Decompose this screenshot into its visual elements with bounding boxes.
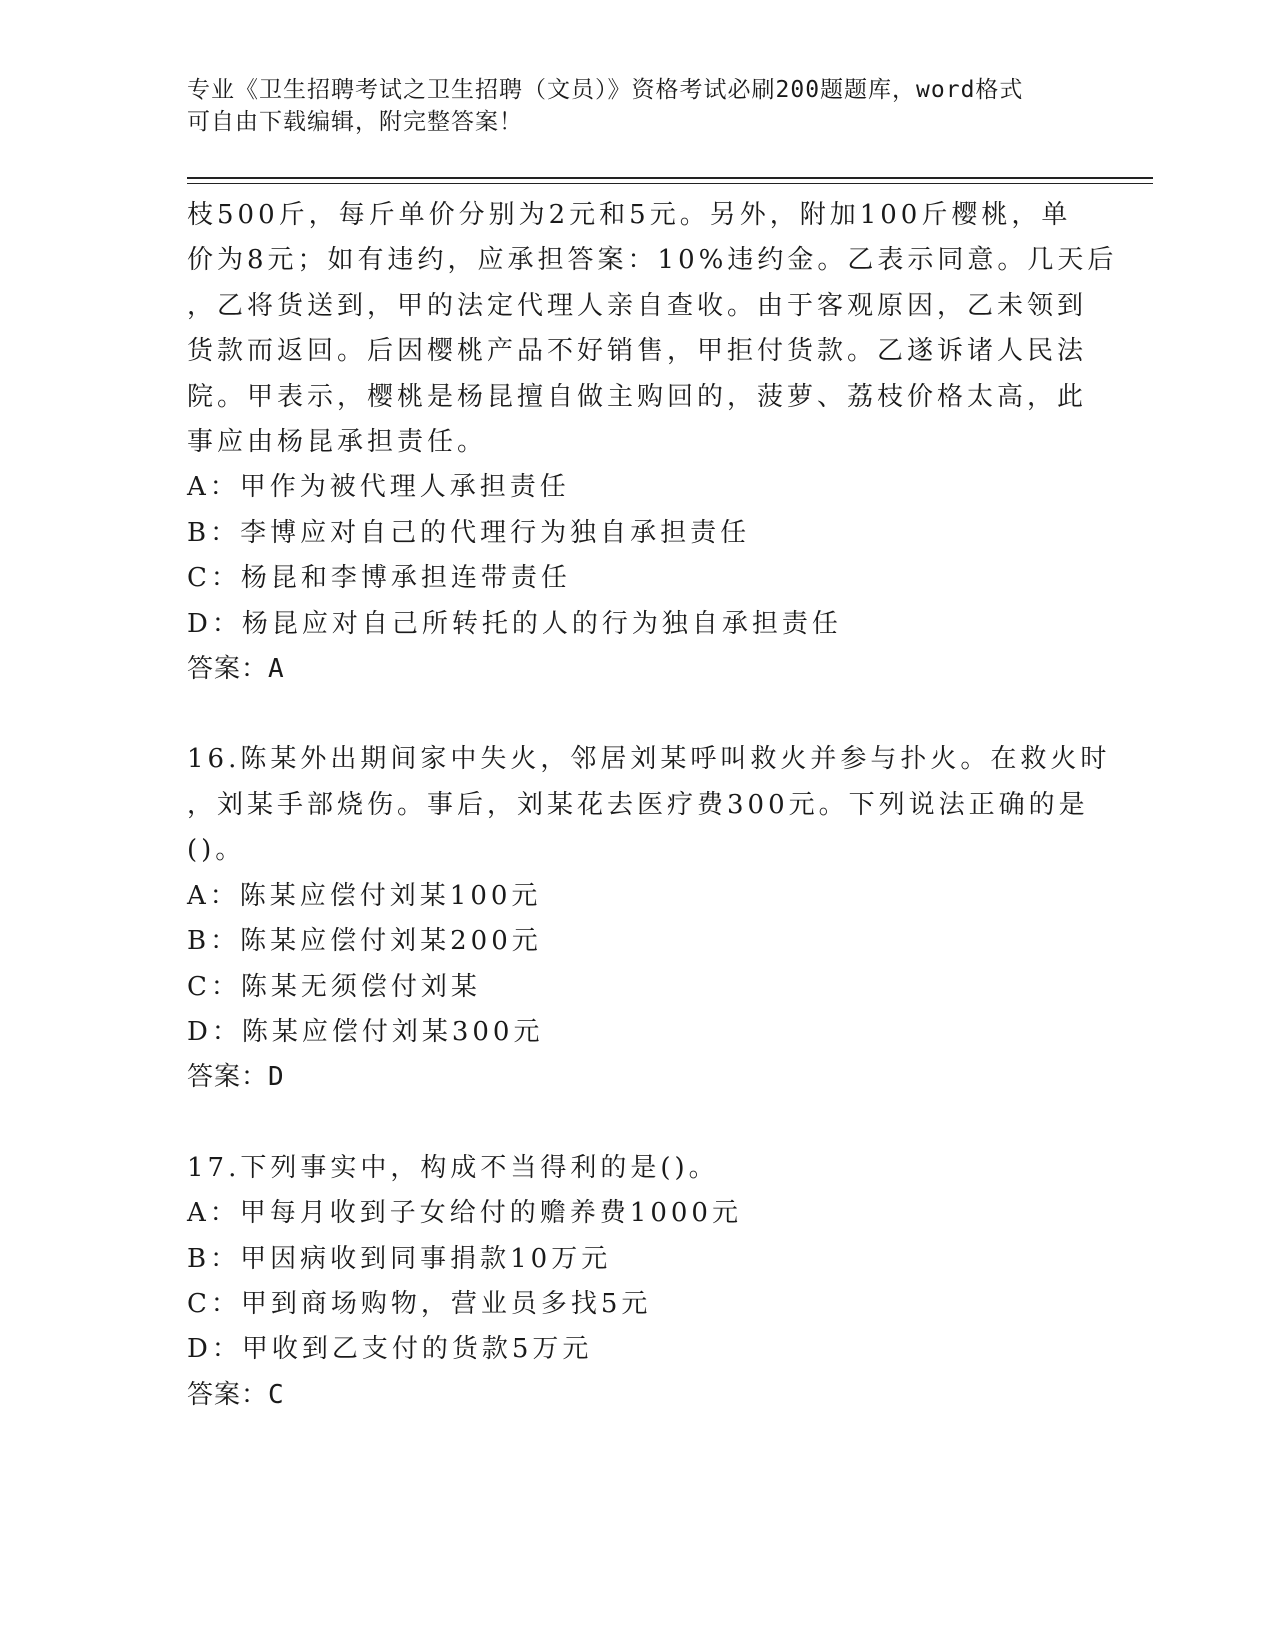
question-stem-line: 事应由杨昆承担责任。 — [187, 427, 488, 458]
option-d: D：杨昆应对自己所转托的人的行为独自承担责任 — [187, 608, 842, 639]
header-line-1: 专业《卫生招聘考试之卫生招聘（文员）》资格考试必刷200题题库，word格式 — [187, 77, 1024, 103]
answer-line: 答案：C — [187, 1379, 285, 1410]
option-d: D：陈某应偿付刘某300元 — [187, 1016, 544, 1047]
question-15 — [187, 193, 1118, 692]
option-a: A：陈某应偿付刘某100元 — [187, 880, 542, 911]
option-a: A：甲每月收到子女给付的赡养费1000元 — [187, 1198, 742, 1229]
question-spacer — [187, 692, 1087, 737]
option-b: B：李博应对自己的代理行为独自承担责任 — [187, 517, 751, 548]
option-b: B：甲因病收到同事捐款10万元 — [187, 1243, 612, 1274]
option-b: B：陈某应偿付刘某200元 — [187, 926, 542, 957]
question-stem-line: 17.下列事实中，构成不当得利的是()。 — [187, 1152, 719, 1183]
answer-line: 答案：D — [187, 1062, 285, 1093]
question-spacer — [187, 1101, 1087, 1146]
option-d: D：甲收到乙支付的货款5万元 — [187, 1334, 593, 1365]
option-a: A：甲作为被代理人承担责任 — [187, 472, 570, 503]
question-stem-line: ，刘某手部烧伤。事后，刘某花去医疗费300元。下列说法正确的是 — [187, 789, 1089, 820]
question-stem-line: 院。甲表示，樱桃是杨昆擅自做主购回的，菠萝、荔枝价格太高，此 — [187, 381, 1088, 412]
header-divider-thin — [187, 183, 1153, 184]
option-c: C：甲到商场购物，营业员多找5元 — [187, 1288, 652, 1319]
question-stem-line: 16.陈某外出期间家中失火，邻居刘某呼叫救火并参与扑火。在救火时 — [187, 744, 1111, 775]
option-c: C：杨昆和李博承担连带责任 — [187, 563, 571, 594]
question-stem-line: 价为8元；如有违约，应承担答案：10%违约金。乙表示同意。几天后 — [187, 245, 1118, 276]
document-body — [187, 193, 1118, 1418]
header-line-2: 可自由下载编辑，附完整答案！ — [187, 109, 523, 135]
question-stem-line: 货款而返回。后因樱桃产品不好销售，甲拒付货款。乙遂诉诸人民法 — [187, 336, 1088, 367]
question-16 — [187, 737, 1111, 1100]
question-stem-line: ，乙将货送到，甲的法定代理人亲自查收。由于客观原因，乙未领到 — [187, 290, 1088, 321]
option-c: C：陈某无须偿付刘某 — [187, 971, 481, 1002]
header-divider-thick — [187, 177, 1153, 179]
document-header — [187, 74, 1087, 138]
answer-line: 答案：A — [187, 654, 285, 685]
question-17 — [187, 1146, 1087, 1418]
question-stem-line: 枝500斤，每斤单价分别为2元和5元。另外，附加100斤樱桃，单 — [187, 200, 1072, 230]
question-stem-line: ()。 — [187, 835, 246, 866]
